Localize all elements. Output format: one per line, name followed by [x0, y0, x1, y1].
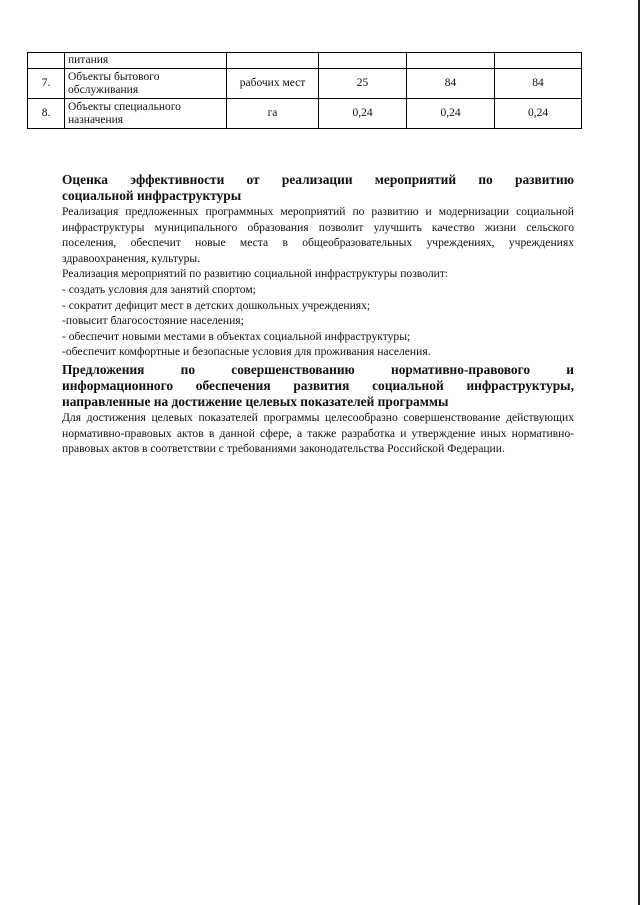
heading-line: информационного обеспечения развития социальной инфраструктуры, [62, 378, 574, 393]
paragraph: Реализация предложенных программных мероприятий по развитию и модернизации социальной инфраструктуры муниципального образования позволит улучшить качество жизни сельского поселения, обеспечит новые места в общеобразовательных учреждениях, учреждениях здравоохранения, культуры. [62, 205, 574, 265]
table-row [28, 53, 582, 69]
value-cell: 84 [407, 69, 495, 99]
unit-cell: га [227, 99, 319, 129]
value-cell: 0,24 [319, 99, 407, 129]
object-name: Объекты специального назначения [65, 99, 227, 129]
infrastructure-table [27, 52, 582, 129]
list-item: -повысит благосостояние населения; [62, 314, 244, 328]
value-cell: 25 [319, 69, 407, 99]
table-row [28, 99, 582, 129]
value-cell [407, 53, 495, 69]
value-cell: 0,24 [407, 99, 495, 129]
section-heading [62, 362, 574, 410]
heading-line: Предложения по совершенствованию нормативно-правового и [62, 362, 574, 377]
section-proposals [62, 362, 574, 457]
heading-line: социальной инфраструктуры [62, 188, 242, 203]
table-row [28, 69, 582, 99]
object-name: питания [65, 53, 227, 69]
value-cell: 84 [495, 69, 582, 99]
unit-cell: рабочих мест [227, 69, 319, 99]
row-number: 7. [28, 69, 65, 99]
list-item: - создать условия для занятий спортом; [62, 282, 256, 296]
object-name: Объекты бытового обслуживания [65, 69, 227, 99]
unit-cell [227, 53, 319, 69]
paragraph: Для достижения целевых показателей программы целесообразно совершенствование действующих нормативно-правовых актов в данной сфере, а также разработка и утверждение иных нормативно-правовых актов в соответствии с требованиями законодательства Российской Федерации. [62, 411, 574, 456]
list-item: - сократит дефицит мест в детских дошкольных учреждениях; [62, 298, 371, 312]
paragraph: Реализация мероприятий по развитию социальной инфраструктуры позволит: [62, 267, 449, 281]
heading-line: направленные на достижение целевых показателей программы [62, 394, 449, 409]
section-effectiveness [62, 172, 574, 360]
section-heading [62, 172, 574, 204]
heading-line: Оценка эффективности от реализации мероприятий по развитию [62, 172, 574, 187]
row-number [28, 53, 65, 69]
list-item: - обеспечит новыми местами в объектах социальной инфраструктуры; [62, 329, 411, 343]
value-cell [495, 53, 582, 69]
row-number: 8. [28, 99, 65, 129]
list-item: -обеспечит комфортные и безопасные условия для проживания населения. [62, 345, 431, 359]
value-cell [319, 53, 407, 69]
value-cell: 0,24 [495, 99, 582, 129]
